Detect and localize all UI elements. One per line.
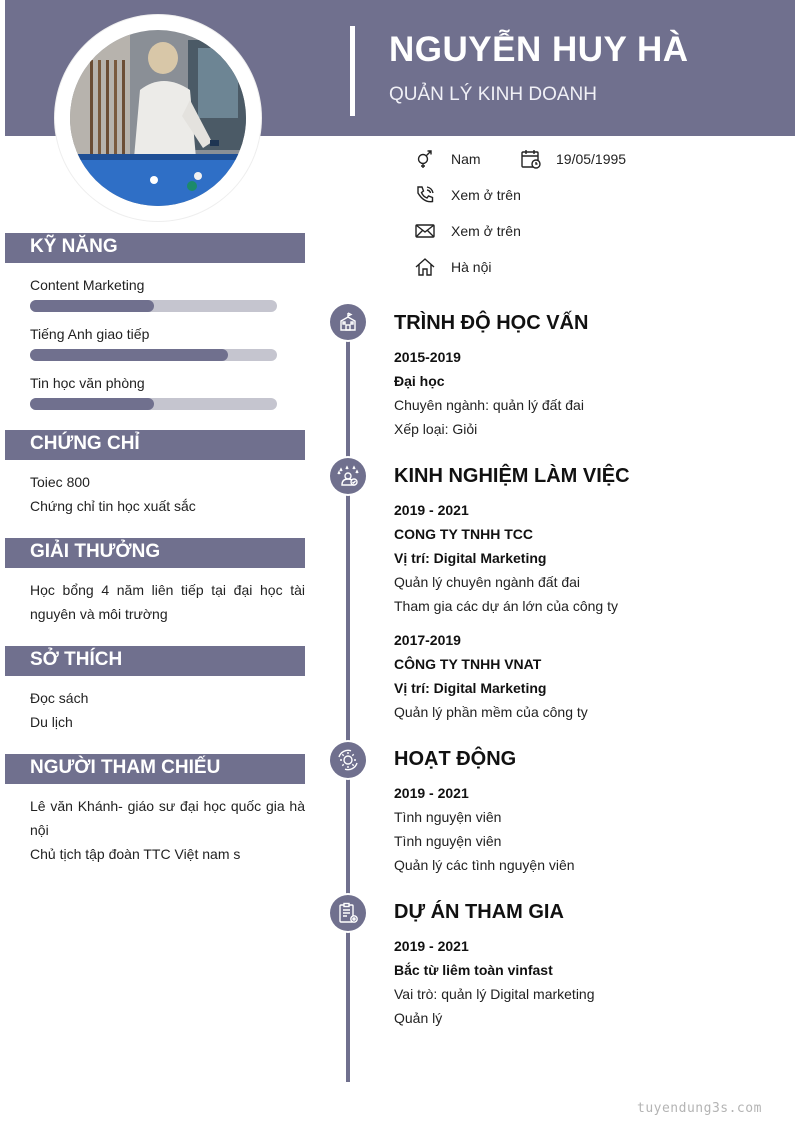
phone-icon [414, 184, 436, 206]
hobby-item: Đọc sách [30, 690, 89, 706]
job-company: CÔNG TY TNHH VNAT [394, 656, 542, 672]
skill-bar-fill [30, 300, 154, 312]
references-heading-label: NGƯỜI THAM CHIẾU [30, 757, 221, 778]
job-title: QUẢN LÝ KINH DOANH [389, 84, 597, 105]
certificates-heading [5, 430, 305, 460]
job-position: Vị trí: Digital Marketing [394, 680, 547, 696]
activity-period: 2019 - 2021 [394, 785, 469, 801]
calendar-icon [520, 148, 542, 170]
job-detail: Tham gia các dự án lớn của công ty [394, 598, 618, 614]
project-name: Bắc từ liêm toàn vinfast [394, 962, 553, 978]
mail-icon [414, 220, 436, 242]
job-detail: Quản lý chuyên ngành đất đai [394, 574, 581, 590]
experience-icon [330, 458, 366, 494]
avatar [70, 30, 246, 206]
job-period: 2017-2019 [394, 632, 461, 648]
certificate-item: Toiec 800 [30, 474, 90, 490]
experience-title: KINH NGHIỆM LÀM VIỆC [394, 465, 630, 487]
certificate-item: Chứng chỉ tin học xuất sắc [30, 498, 196, 514]
gender-value: Nam [451, 151, 481, 167]
skills-heading-label: KỸ NĂNG [30, 236, 118, 257]
reference-note: Chủ tịch tập đoàn TTC Việt nam s [30, 846, 241, 862]
skill-bar-fill [30, 349, 228, 361]
candidate-name: NGUYỄN HUY HÀ [389, 30, 689, 69]
activities-title: HOẠT ĐỘNG [394, 748, 517, 770]
job-position: Vị trí: Digital Marketing [394, 550, 547, 566]
project-extra: Quản lý [394, 1010, 443, 1026]
watermark: tuyendung3s.com [637, 1101, 762, 1116]
hobbies-heading-label: SỞ THÍCH [30, 649, 123, 670]
job-period: 2019 - 2021 [394, 502, 469, 518]
education-grade: Xếp loại: Giỏi [394, 421, 478, 437]
gender-icon [414, 148, 436, 170]
education-school: Đại học [394, 373, 445, 389]
education-major: Chuyên ngành: quản lý đất đai [394, 397, 584, 413]
education-title: TRÌNH ĐỘ HỌC VẤN [394, 312, 589, 334]
avatar-frame [55, 15, 261, 221]
hobby-item: Du lịch [30, 714, 73, 730]
birthday-value: 19/05/1995 [556, 151, 627, 167]
skill-bar [30, 349, 277, 361]
skill-bar [30, 398, 277, 410]
job-company: CONG TY TNHH TCC [394, 526, 533, 542]
header-divider [350, 26, 355, 116]
certificates-heading-label: CHỨNG CHỈ [30, 433, 140, 454]
home-icon [414, 256, 436, 278]
project-icon [330, 895, 366, 931]
address-value: Hà nội [451, 259, 492, 275]
activity-item: Tình nguyện viên [394, 833, 502, 849]
hobbies-heading [5, 646, 305, 676]
awards-heading-label: GIẢI THƯỞNG [30, 541, 161, 562]
projects-title: DỰ ÁN THAM GIA [394, 901, 564, 923]
project-period: 2019 - 2021 [394, 938, 469, 954]
activity-item: Tình nguyện viên [394, 809, 502, 825]
email-value: Xem ở trên [451, 223, 521, 239]
school-icon [330, 304, 366, 340]
job-detail: Quản lý phần mềm của công ty [394, 704, 588, 720]
skill-label: Tin học văn phòng [30, 375, 145, 391]
skill-label: Tiếng Anh giao tiếp [30, 326, 150, 342]
skills-heading [5, 233, 305, 263]
skill-label: Content Marketing [30, 277, 145, 293]
references-heading [5, 754, 305, 784]
skill-bar [30, 300, 277, 312]
activity-item: Quản lý các tình nguyện viên [394, 857, 575, 873]
phone-value: Xem ở trên [451, 187, 521, 203]
award-text: Học bổng 4 năm liên tiếp tại đại học tài nguyên và môi trường [30, 582, 305, 622]
project-role: Vai trò: quản lý Digital marketing [394, 986, 595, 1002]
reference-person: Lê văn Khánh- giáo sư đại học quốc gia hà nội [30, 798, 305, 838]
timeline-line [346, 320, 350, 1082]
education-period: 2015-2019 [394, 349, 461, 365]
awards-heading [5, 538, 305, 568]
skill-bar-fill [30, 398, 154, 410]
activities-icon [330, 742, 366, 778]
